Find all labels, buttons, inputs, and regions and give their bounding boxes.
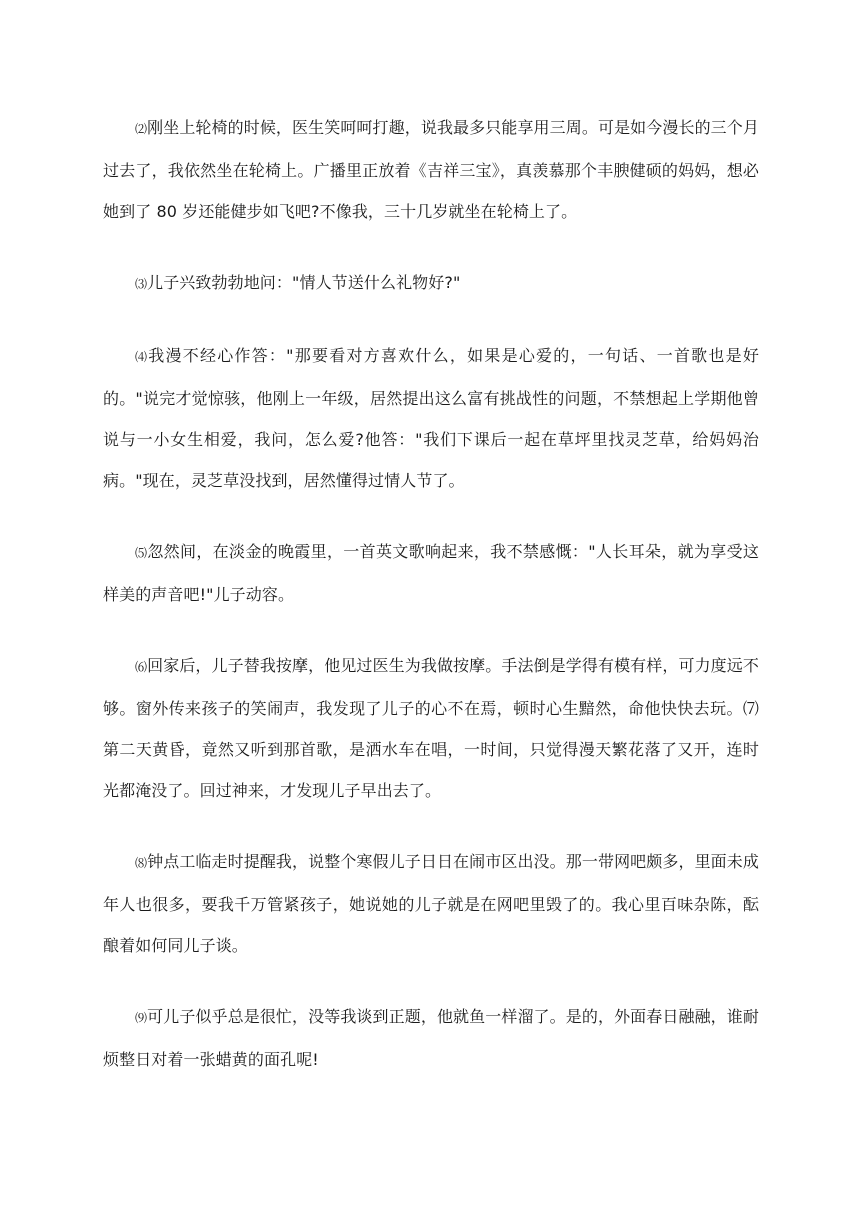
paragraph-number: ⑹ <box>135 660 148 674</box>
paragraph-number: ⑷ <box>135 350 149 364</box>
paragraph-text: 我漫不经心作答："那要看对方喜欢什么，如果是心爱的，一句话、一首歌也是好的。"说完才觉惊骇，他刚上一年级，居然提出这么富有挑战性的问题，不禁想起上学期他曾说与一小女生相爱，我问，怎么爱?他答："我们下课后一起在草坪里找灵芝草，给妈妈治病。"现在，灵芝草没找到，居然懂得过情人节了。 <box>103 346 759 490</box>
paragraph-9 <box>103 996 759 1080</box>
paragraph-4 <box>103 335 759 501</box>
paragraph-text: 儿子兴致勃勃地问："情人节送什么礼物好?" <box>147 273 461 292</box>
paragraph-text: 回家后，儿子替我按摩，他见过医生为我做按摩。手法倒是学得有模有样，可力度远不够。窗外传来孩子的笑闹声，我发现了儿子的心不在焉，顿时心生黯然，命他快快去玩。⑺第二天黄昏，竟然又听到那首歌，是洒水车在唱，一时间，只觉得漫天繁花落了又开，连时光都淹没了。回过神来，才发现儿子早出去了。 <box>103 656 759 800</box>
paragraph-3 <box>103 262 759 305</box>
paragraph-number: ⑻ <box>135 856 148 870</box>
paragraph-number: ⑸ <box>135 546 148 560</box>
paragraph-6 <box>103 645 759 811</box>
paragraph-8 <box>103 841 759 966</box>
paragraph-number: ⑼ <box>135 1011 148 1025</box>
paragraph-5 <box>103 531 759 615</box>
paragraph-text: 可儿子似乎总是很忙，没等我谈到正题，他就鱼一样溜了。是的，外面春日融融，谁耐烦整日对着一张蜡黄的面孔呢! <box>103 1007 759 1069</box>
article-body <box>103 107 759 1080</box>
paragraph-number: ⑵ <box>135 122 148 136</box>
paragraph-text: 忽然间，在淡金的晚霞里，一首英文歌响起来，我不禁感慨："人长耳朵，就为享受这样美的声音吧!"儿子动容。 <box>103 542 759 604</box>
paragraph-text: 钟点工临走时提醒我，说整个寒假儿子日日在闹市区出没。那一带网吧颇多，里面未成年人也很多，要我千万管紧孩子，她说她的儿子就是在网吧里毁了的。我心里百味杂陈，酝酿着如何同儿子谈。 <box>103 852 759 955</box>
paragraph-number: ⑶ <box>135 277 148 291</box>
paragraph-2 <box>103 107 759 232</box>
paragraph-text: 刚坐上轮椅的时候，医生笑呵呵打趣，说我最多只能享用三周。可是如今漫长的三个月过去了，我依然坐在轮椅上。广播里正放着《吉祥三宝》，真羡慕那个丰腴健硕的妈妈，想必她到了 80 岁还能健步如飞吧?不像我，三十几岁就坐在轮椅上了。 <box>103 118 759 221</box>
